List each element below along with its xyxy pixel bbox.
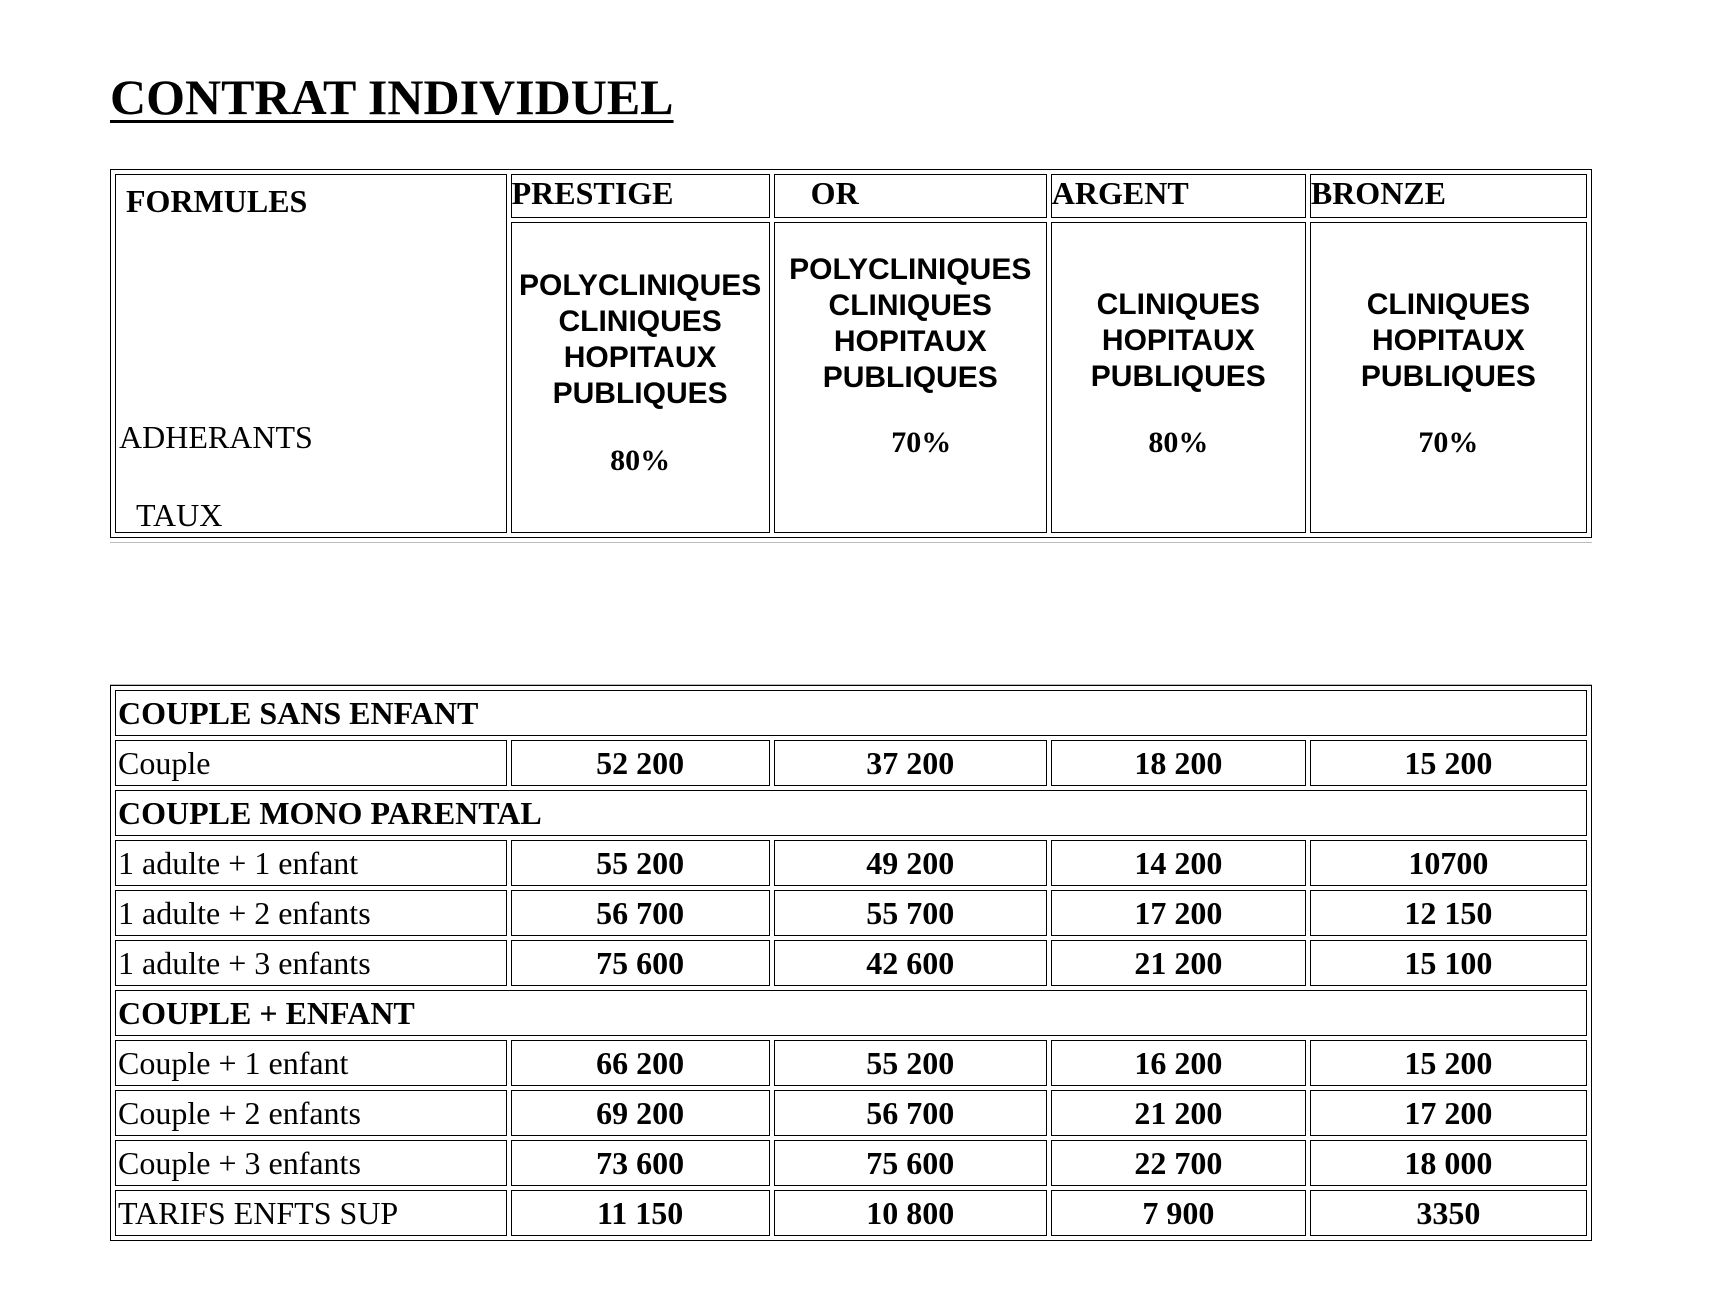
group-title: COUPLE + ENFANT: [115, 990, 1587, 1036]
table-row: [115, 1040, 1587, 1086]
coverage-item: HOPITAUX: [563, 341, 717, 375]
tariff-value: 21 200: [1051, 1090, 1306, 1136]
coverage-item: HOPITAUX: [1372, 324, 1525, 358]
taux-label: TAUX: [136, 497, 223, 533]
tariff-value: 55 200: [511, 840, 770, 886]
tariff-table-body: [115, 690, 1587, 1236]
tariff-value: 11 150: [511, 1190, 770, 1236]
coverage-item: HOPITAUX: [1101, 324, 1255, 358]
coverage-cell-or: [774, 222, 1047, 533]
plan-name-prestige: PRESTIGE: [511, 174, 770, 218]
coverage-item: CLINIQUES: [828, 289, 992, 323]
coverage-cell-prestige: [511, 222, 770, 533]
tariff-value: 56 700: [774, 1090, 1047, 1136]
rate-prestige: 80%: [610, 444, 671, 478]
tariff-value: 12 150: [1310, 890, 1587, 936]
tariff-value: 17 200: [1051, 890, 1306, 936]
group-header-row: [115, 990, 1587, 1036]
plan-name-bronze: BRONZE: [1310, 174, 1587, 218]
rate-or: 70%: [891, 426, 952, 460]
group-header-row: [115, 690, 1587, 736]
tariff-value: 69 200: [511, 1090, 770, 1136]
tariff-value: 22 700: [1051, 1140, 1306, 1186]
tariff-value: 3350: [1310, 1190, 1587, 1236]
tariff-value: 55 700: [774, 890, 1047, 936]
coverage-item: CLINIQUES: [1096, 288, 1260, 322]
table-row: [115, 1090, 1587, 1136]
tariff-value: 75 600: [774, 1140, 1047, 1186]
rate-bronze: 70%: [1418, 426, 1479, 460]
coverage-list-bronze: [1311, 287, 1586, 395]
row-label: TARIFS ENFTS SUP: [115, 1190, 507, 1236]
tariff-value: 16 200: [1051, 1040, 1306, 1086]
plan-header-table: [110, 169, 1592, 538]
coverage-item: PUBLIQUES: [1090, 360, 1266, 394]
tariff-value: 75 600: [511, 940, 770, 986]
tariff-value: 18 000: [1310, 1140, 1587, 1186]
tariff-value: 7 900: [1051, 1190, 1306, 1236]
coverage-list-prestige: [512, 268, 769, 412]
coverage-list-or: [775, 252, 1046, 396]
coverage-item: HOPITAUX: [833, 325, 987, 359]
tariff-value: 15 200: [1310, 1040, 1587, 1086]
group-title: COUPLE MONO PARENTAL: [115, 790, 1587, 836]
page-title: CONTRAT INDIVIDUEL: [110, 69, 674, 125]
coverage-item: CLINIQUES: [558, 305, 722, 339]
formules-label: FORMULES: [126, 183, 308, 219]
coverage-item: PUBLIQUES: [1360, 360, 1536, 394]
coverage-list-argent: [1052, 287, 1305, 395]
tariff-value: 14 200: [1051, 840, 1306, 886]
coverage-item: POLYCLINIQUES: [789, 253, 1032, 287]
coverage-item: CLINIQUES: [1366, 288, 1531, 322]
tariff-value: 21 200: [1051, 940, 1306, 986]
tariff-value: 17 200: [1310, 1090, 1587, 1136]
coverage-item: PUBLIQUES: [552, 377, 728, 411]
header-table-bottom-edge: [110, 542, 1592, 543]
coverage-cell-bronze: [1310, 222, 1587, 533]
tariff-table: [110, 685, 1592, 1241]
tariff-value: 55 200: [774, 1040, 1047, 1086]
tariff-value: 37 200: [774, 740, 1047, 786]
row-label: Couple + 3 enfants: [115, 1140, 507, 1186]
tariff-value: 15 100: [1310, 940, 1587, 986]
tariff-value: 15 200: [1310, 740, 1587, 786]
row-label: Couple: [115, 740, 507, 786]
row-label: 1 adulte + 2 enfants: [115, 890, 507, 936]
row-label: Couple + 2 enfants: [115, 1090, 507, 1136]
coverage-item: PUBLIQUES: [822, 361, 998, 395]
table-row: [115, 890, 1587, 936]
adherants-label: ADHERANTS: [119, 419, 313, 455]
tariff-value: 10 800: [774, 1190, 1047, 1236]
formules-cell: [115, 174, 507, 533]
group-title: COUPLE SANS ENFANT: [115, 690, 1587, 736]
tariff-value: 49 200: [774, 840, 1047, 886]
tariff-value: 73 600: [511, 1140, 770, 1186]
tariff-value: 52 200: [511, 740, 770, 786]
table-row: [115, 840, 1587, 886]
tariff-value: 56 700: [511, 890, 770, 936]
tariff-value: 18 200: [1051, 740, 1306, 786]
rate-argent: 80%: [1148, 426, 1209, 460]
tariff-value: 42 600: [774, 940, 1047, 986]
row-label: Couple + 1 enfant: [115, 1040, 507, 1086]
plan-name-or: OR: [774, 174, 1047, 218]
table-row: [115, 1140, 1587, 1186]
table-row: [115, 1190, 1587, 1236]
table-row: [115, 940, 1587, 986]
tariff-value: 66 200: [511, 1040, 770, 1086]
row-label: 1 adulte + 3 enfants: [115, 940, 507, 986]
plan-name-argent: ARGENT: [1051, 174, 1306, 218]
table-row: [115, 740, 1587, 786]
group-header-row: [115, 790, 1587, 836]
coverage-cell-argent: [1051, 222, 1306, 533]
coverage-item: POLYCLINIQUES: [519, 269, 762, 303]
tariff-value: 10700: [1310, 840, 1587, 886]
row-label: 1 adulte + 1 enfant: [115, 840, 507, 886]
